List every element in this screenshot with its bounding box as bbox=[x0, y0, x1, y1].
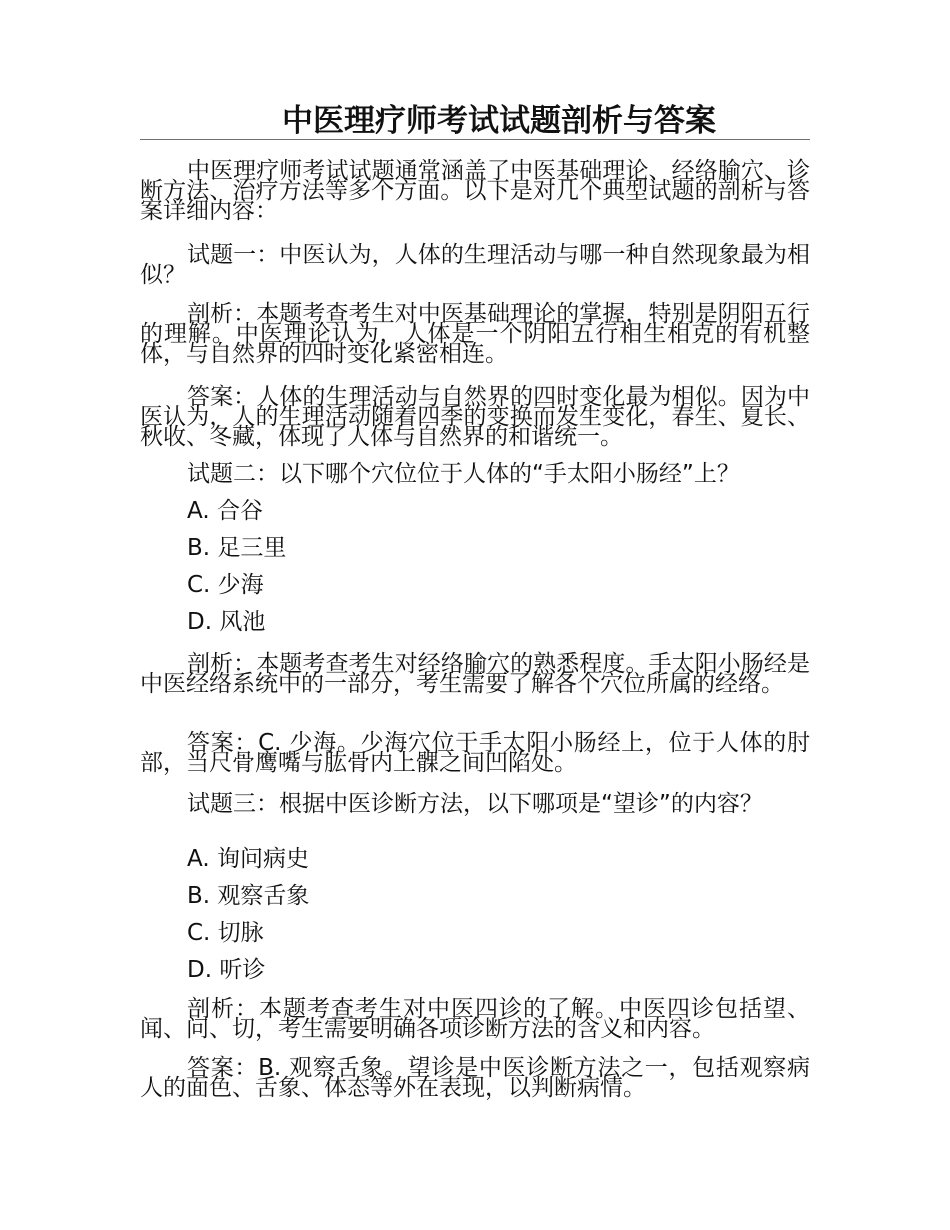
question-1-analysis: 剖析：本题考查考生对中医基础理论的掌握，特别是阴阳五行的理解。中医理论认为，人体是一个阴阳五行相生相克的有机整体，与自然界的四时变化紧密相连。 bbox=[140, 301, 810, 367]
question-1-answer: 答案：人体的生理活动与自然界的四时变化最为相似。因为中医认为，人的生理活动随着四季的变换而发生变化，春生、夏长、秋收、冬藏，体现了人体与自然界的和谐统一。 bbox=[140, 384, 810, 450]
question-3: 试题三：根据中医诊断方法，以下哪项是“望诊”的内容？ bbox=[187, 791, 763, 817]
question-1: 试题一：中医认为，人体的生理活动与哪一种自然现象最为相似？ bbox=[140, 242, 810, 288]
document-title: 中医理疗师考试试题剖析与答案 bbox=[282, 103, 716, 139]
intro-paragraph: 中医理疗师考试试题通常涵盖了中医基础理论、经络腧穴、诊断方法、治疗方法等多个方面。以下是对几个典型试题的剖析与答案详细内容： bbox=[140, 158, 810, 224]
question-3-option: D. 听诊 bbox=[187, 957, 266, 983]
title-underline bbox=[140, 139, 810, 140]
question-2: 试题二：以下哪个穴位位于人体的“手太阳小肠经”上？ bbox=[187, 461, 740, 487]
question-3-analysis: 剖析：本题考查考生对中医四诊的了解。中医四诊包括望、闻、问、切，考生需要明确各项诊断方法的含义和内容。 bbox=[140, 996, 810, 1042]
question-3-answer: 答案：B. 观察舌象。望诊是中医诊断方法之一，包括观察病人的面色、舌象、体态等外在表现，以判断病情。 bbox=[140, 1055, 810, 1101]
question-2-answer: 答案：C. 少海。少海穴位于手太阳小肠经上，位于人体的肘部，当尺骨鹰嘴与肱骨内上髁之间凹陷处。 bbox=[140, 730, 810, 776]
question-2-option: B. 足三里 bbox=[187, 535, 287, 561]
question-2-option: D. 风池 bbox=[187, 609, 266, 635]
question-2-option: A. 合谷 bbox=[187, 498, 263, 524]
question-2-analysis: 剖析：本题考查考生对经络腧穴的熟悉程度。手太阳小肠经是中医经络系统中的一部分，考生需要了解各个穴位所属的经络。 bbox=[140, 651, 810, 697]
question-3-option: C. 切脉 bbox=[187, 920, 264, 946]
question-2-option: C. 少海 bbox=[187, 572, 264, 598]
question-3-option: B. 观察舌象 bbox=[187, 883, 310, 909]
question-3-option: A. 询问病史 bbox=[187, 846, 309, 872]
